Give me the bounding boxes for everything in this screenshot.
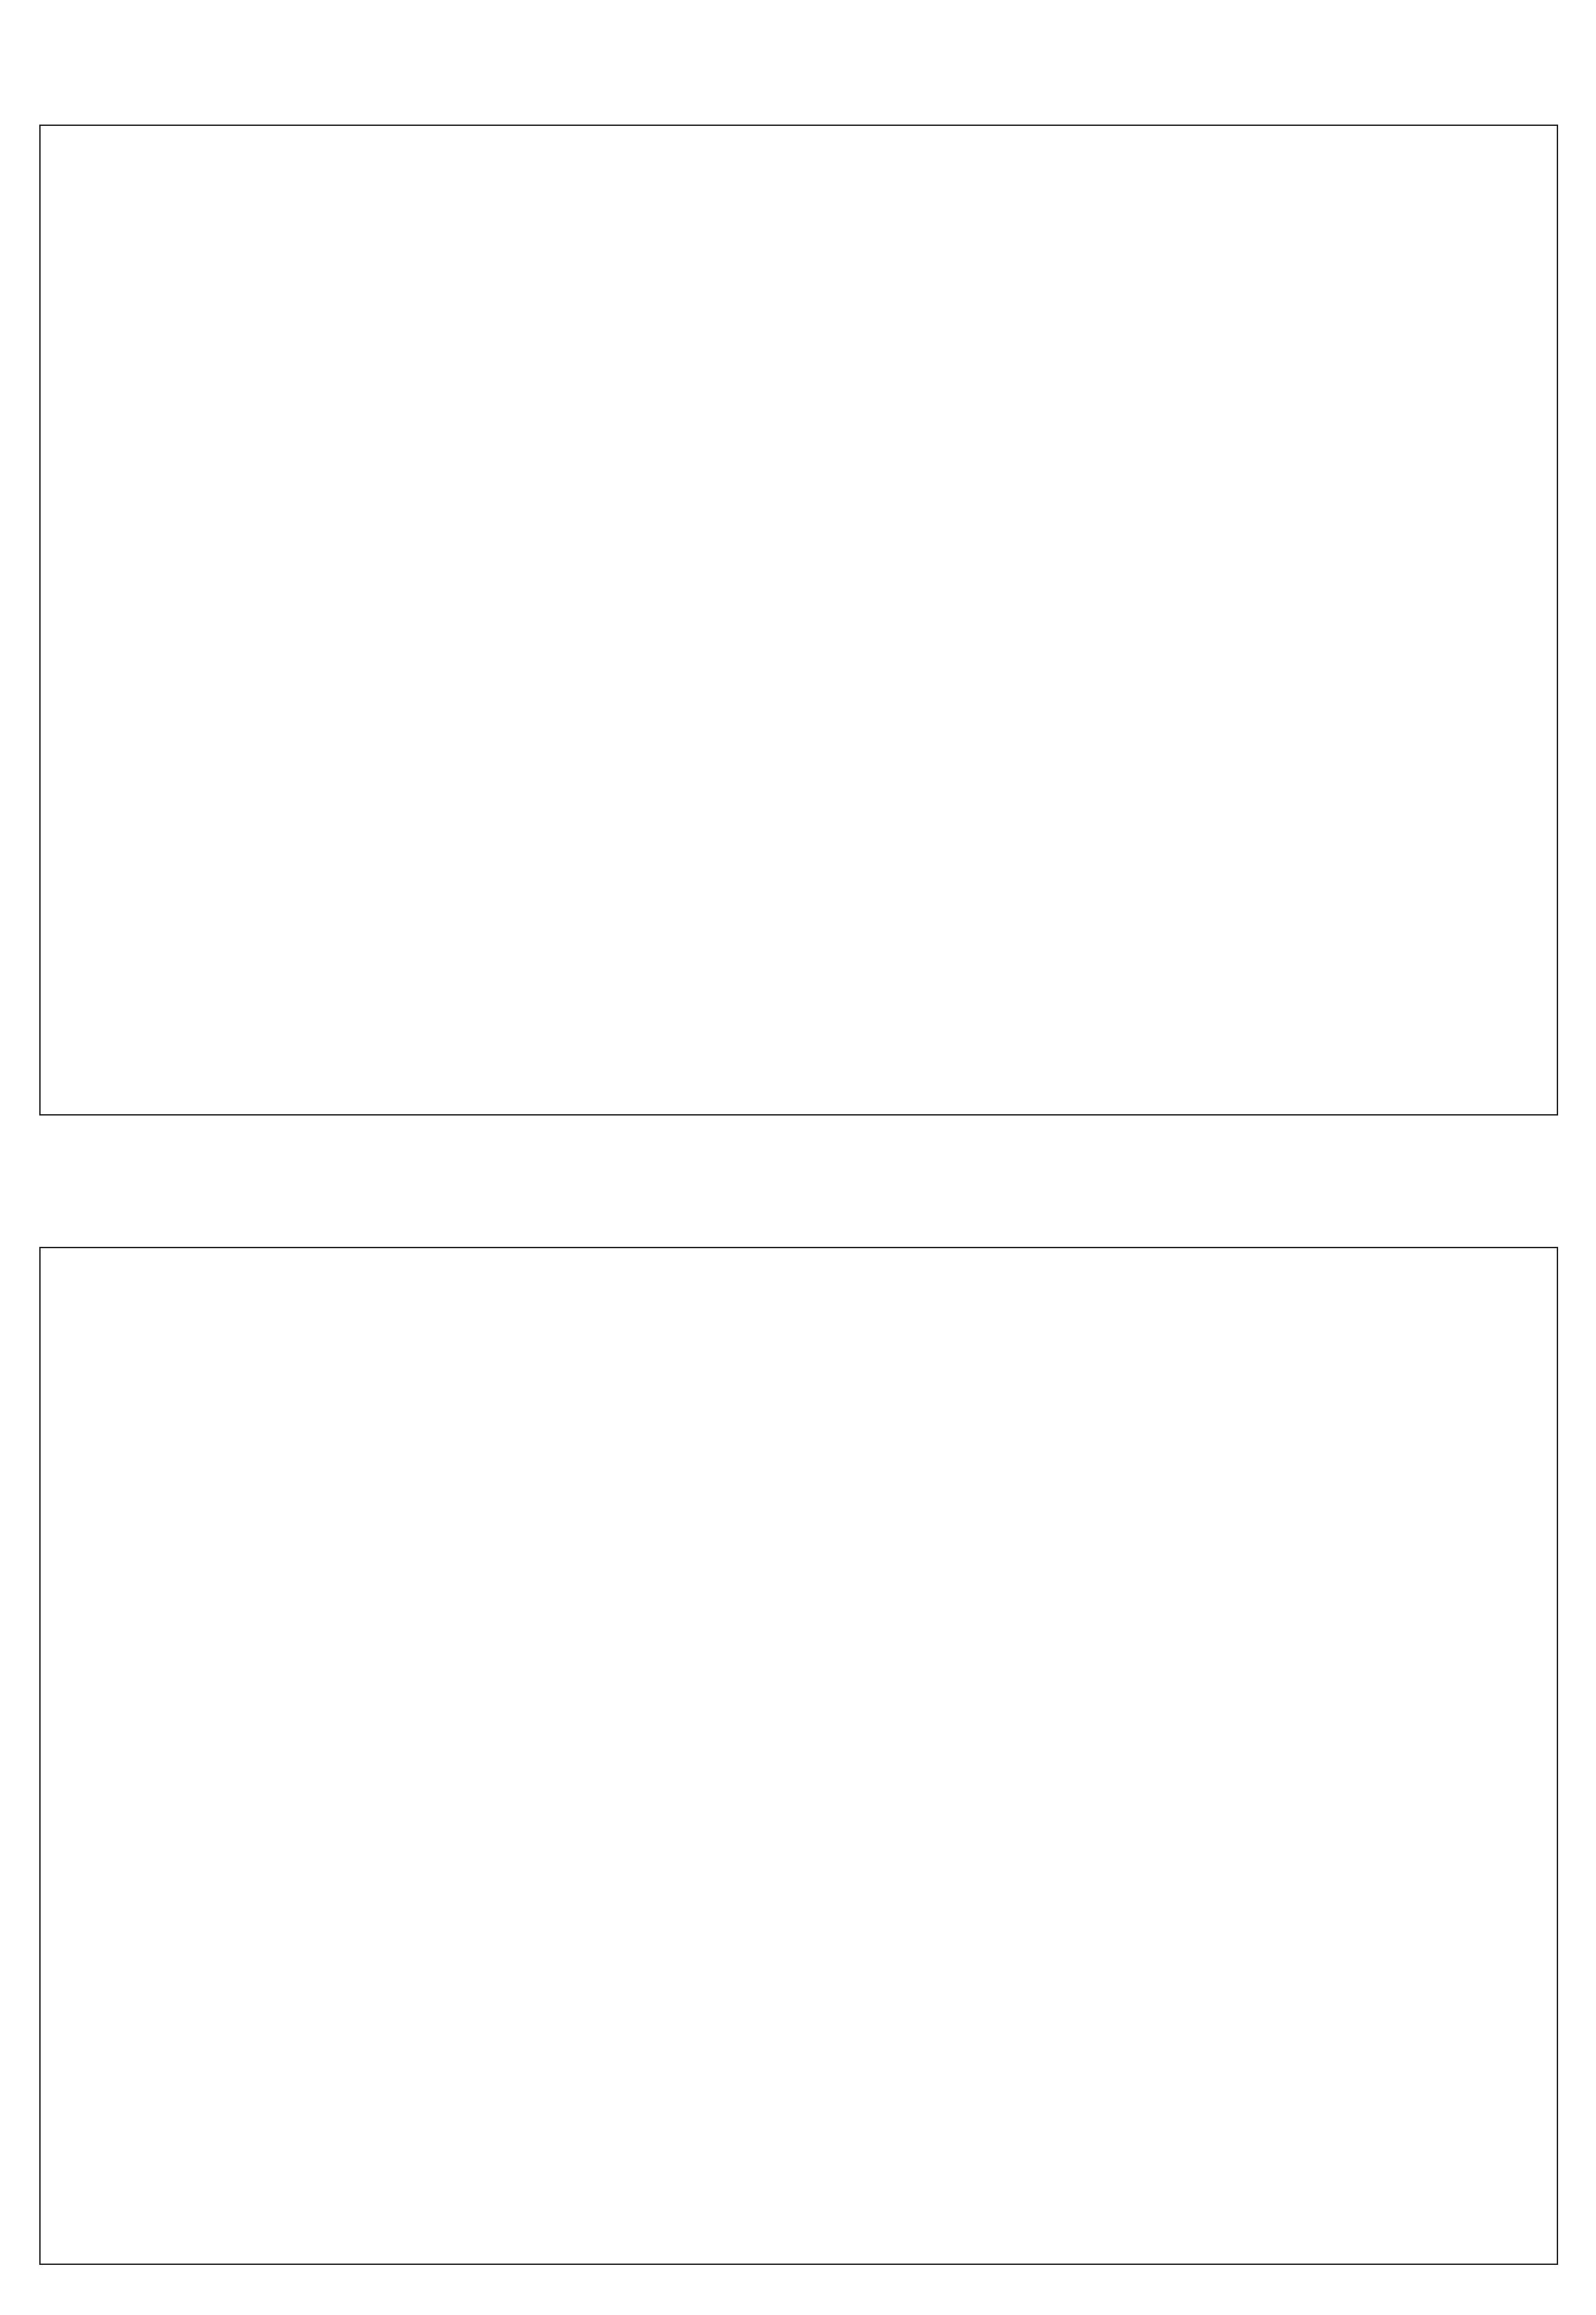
bottom-bus-table — [39, 1247, 1558, 2265]
top-bus-table — [39, 125, 1558, 1116]
